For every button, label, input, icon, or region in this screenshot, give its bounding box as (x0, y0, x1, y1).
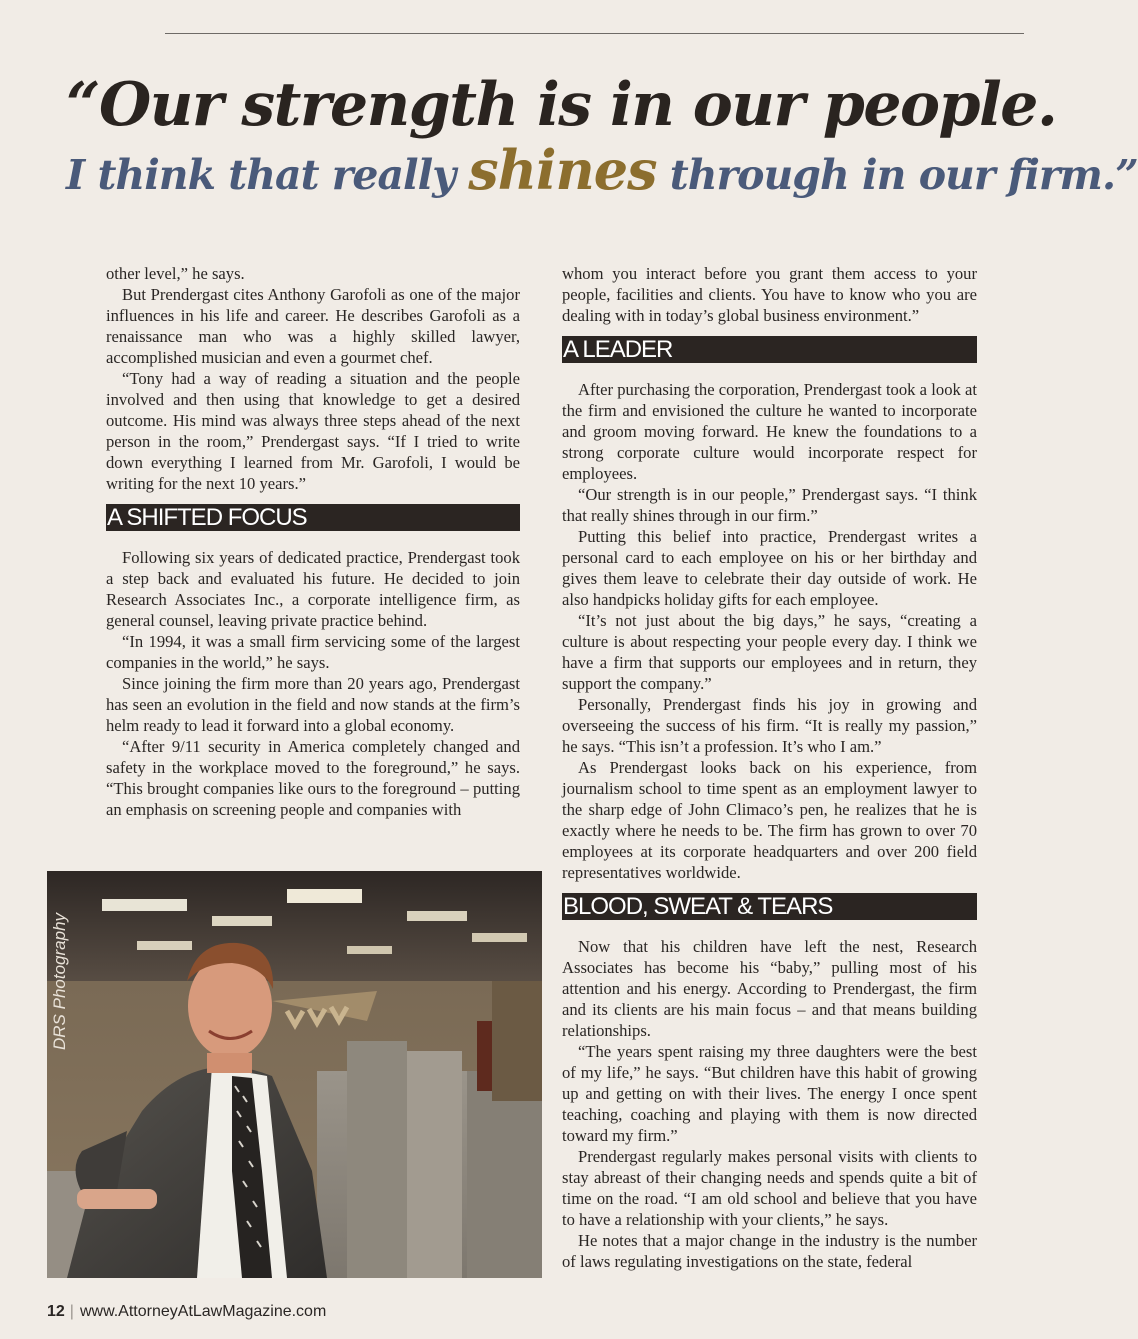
body-paragraph: Now that his children have left the nest, Research Associates has become his “baby,” pulling most of his attention and his energy. According to Prendergast, the firm and its clients are his main focus – and that means building relationships. (562, 937, 977, 1040)
body-paragraph: “After 9/11 security in America completely changed and safety in the workplace moved to the foreground,” he says. “This brought companies like ours to the foreground – putting an emphasis on screening people and companies with (106, 737, 520, 819)
pull-quote-line1: “Our strength is in our people. (66, 70, 1057, 140)
office-portrait-illustration (47, 871, 542, 1278)
pull-quote-line2 (66, 138, 1138, 207)
top-rule (165, 33, 1024, 34)
footer-separator: | (69, 1303, 74, 1320)
body-paragraph: “It’s not just about the big days,” he says, “creating a culture is about respecting your people every day. I think we have a firm that supports our employees and in return, they support the company.” (562, 611, 977, 693)
body-paragraph: “The years spent raising my three daughters were the best of my life,” he says. “But children have this habit of growing up and getting on with their lives. The energy I once spent teaching, coaching and playing with them is now directed toward my firm.” (562, 1042, 977, 1145)
body-paragraph: Following six years of dedicated practice, Prendergast took a step back and evaluated his future. He decided to join Research Associates Inc., a corporate intelligence firm, as general counsel, leaving private practice behind. (106, 548, 520, 630)
body-paragraph: He notes that a major change in the industry is the number of laws regulating investigations on the state, federal (562, 1231, 977, 1271)
body-paragraph: Prendergast regularly makes personal visits with clients to stay abreast of their changing needs and spends quite a bit of time on the road. “I am old school and believe that you have to have a relationship with your clients,” he says. (562, 1147, 977, 1229)
section-heading-blood-sweat-tears: BLOOD, SWEAT & TEARS (562, 893, 977, 920)
body-paragraph: But Prendergast cites Anthony Garofoli as one of the major influences in his life and career. He describes Garofoli as a renaissance man who was a highly skilled lawyer, accomplished musician and even a gourmet chef. (106, 285, 520, 367)
body-paragraph: After purchasing the corporation, Prendergast took a look at the firm and envisioned the culture he wanted to incorporate and groom moving forward. He knew the foundations to a strong corporate culture would incorporate respect for employees. (562, 380, 977, 483)
magazine-url[interactable]: www.AttorneyAtLawMagazine.com (79, 1303, 327, 1320)
pull-quote-line2-end: through in our firm.” (656, 151, 1138, 199)
page-footer (47, 1303, 326, 1321)
right-column (562, 263, 977, 1272)
pull-quote-highlight: shines (468, 138, 657, 202)
body-paragraph: “In 1994, it was a small firm servicing some of the largest companies in the world,” he says. (106, 632, 520, 672)
body-paragraph: other level,” he says. (106, 264, 245, 283)
left-column (106, 263, 520, 820)
portrait-photo (47, 871, 542, 1278)
body-paragraph: “Our strength is in our people,” Prendergast says. “I think that really shines through in our firm.” (562, 485, 977, 525)
section-heading-a-leader: A LEADER (562, 336, 977, 363)
body-paragraph: Personally, Prendergast finds his joy in growing and overseeing the success of his firm. “It is really my passion,” he says. “This isn’t a profession. It’s who I am.” (562, 695, 977, 756)
pull-quote (66, 70, 1138, 207)
section-heading-shifted-focus: A SHIFTED FOCUS (106, 504, 520, 531)
body-paragraph: Since joining the firm more than 20 years ago, Prendergast has seen an evolution in the field and now stands at the firm’s helm ready to lead it forward into a global economy. (106, 674, 520, 735)
body-paragraph: Putting this belief into practice, Prendergast writes a personal card to each employee on his or her birthday and gives them leave to celebrate their day outside of work. He also handpicks holiday gifts for each employee. (562, 527, 977, 609)
body-paragraph: “Tony had a way of reading a situation and the people involved and then using that knowledge to get a desired outcome. His mind was always three steps ahead of the next person in the room,” Prendergast says. “If I tried to write down everything I learned from Mr. Garofoli, I would be writing for the next 10 years.” (106, 369, 520, 493)
photo-credit: DRS Photography (50, 912, 69, 1050)
body-paragraph: As Prendergast looks back on his experience, from journalism school to time spent as an employment lawyer to the sharp edge of John Climaco’s pen, he realizes that he is exactly where he needs to be. The firm has grown to over 70 employees at its corporate headquarters and over 200 field representatives worldwide. (562, 758, 977, 882)
page-number: 12 (47, 1303, 65, 1320)
body-paragraph: whom you interact before you grant them access to your people, facilities and clients. You have to know who you are dealing with in today’s global business environment.” (562, 264, 977, 325)
pull-quote-line2-start: I think that really (66, 151, 469, 199)
